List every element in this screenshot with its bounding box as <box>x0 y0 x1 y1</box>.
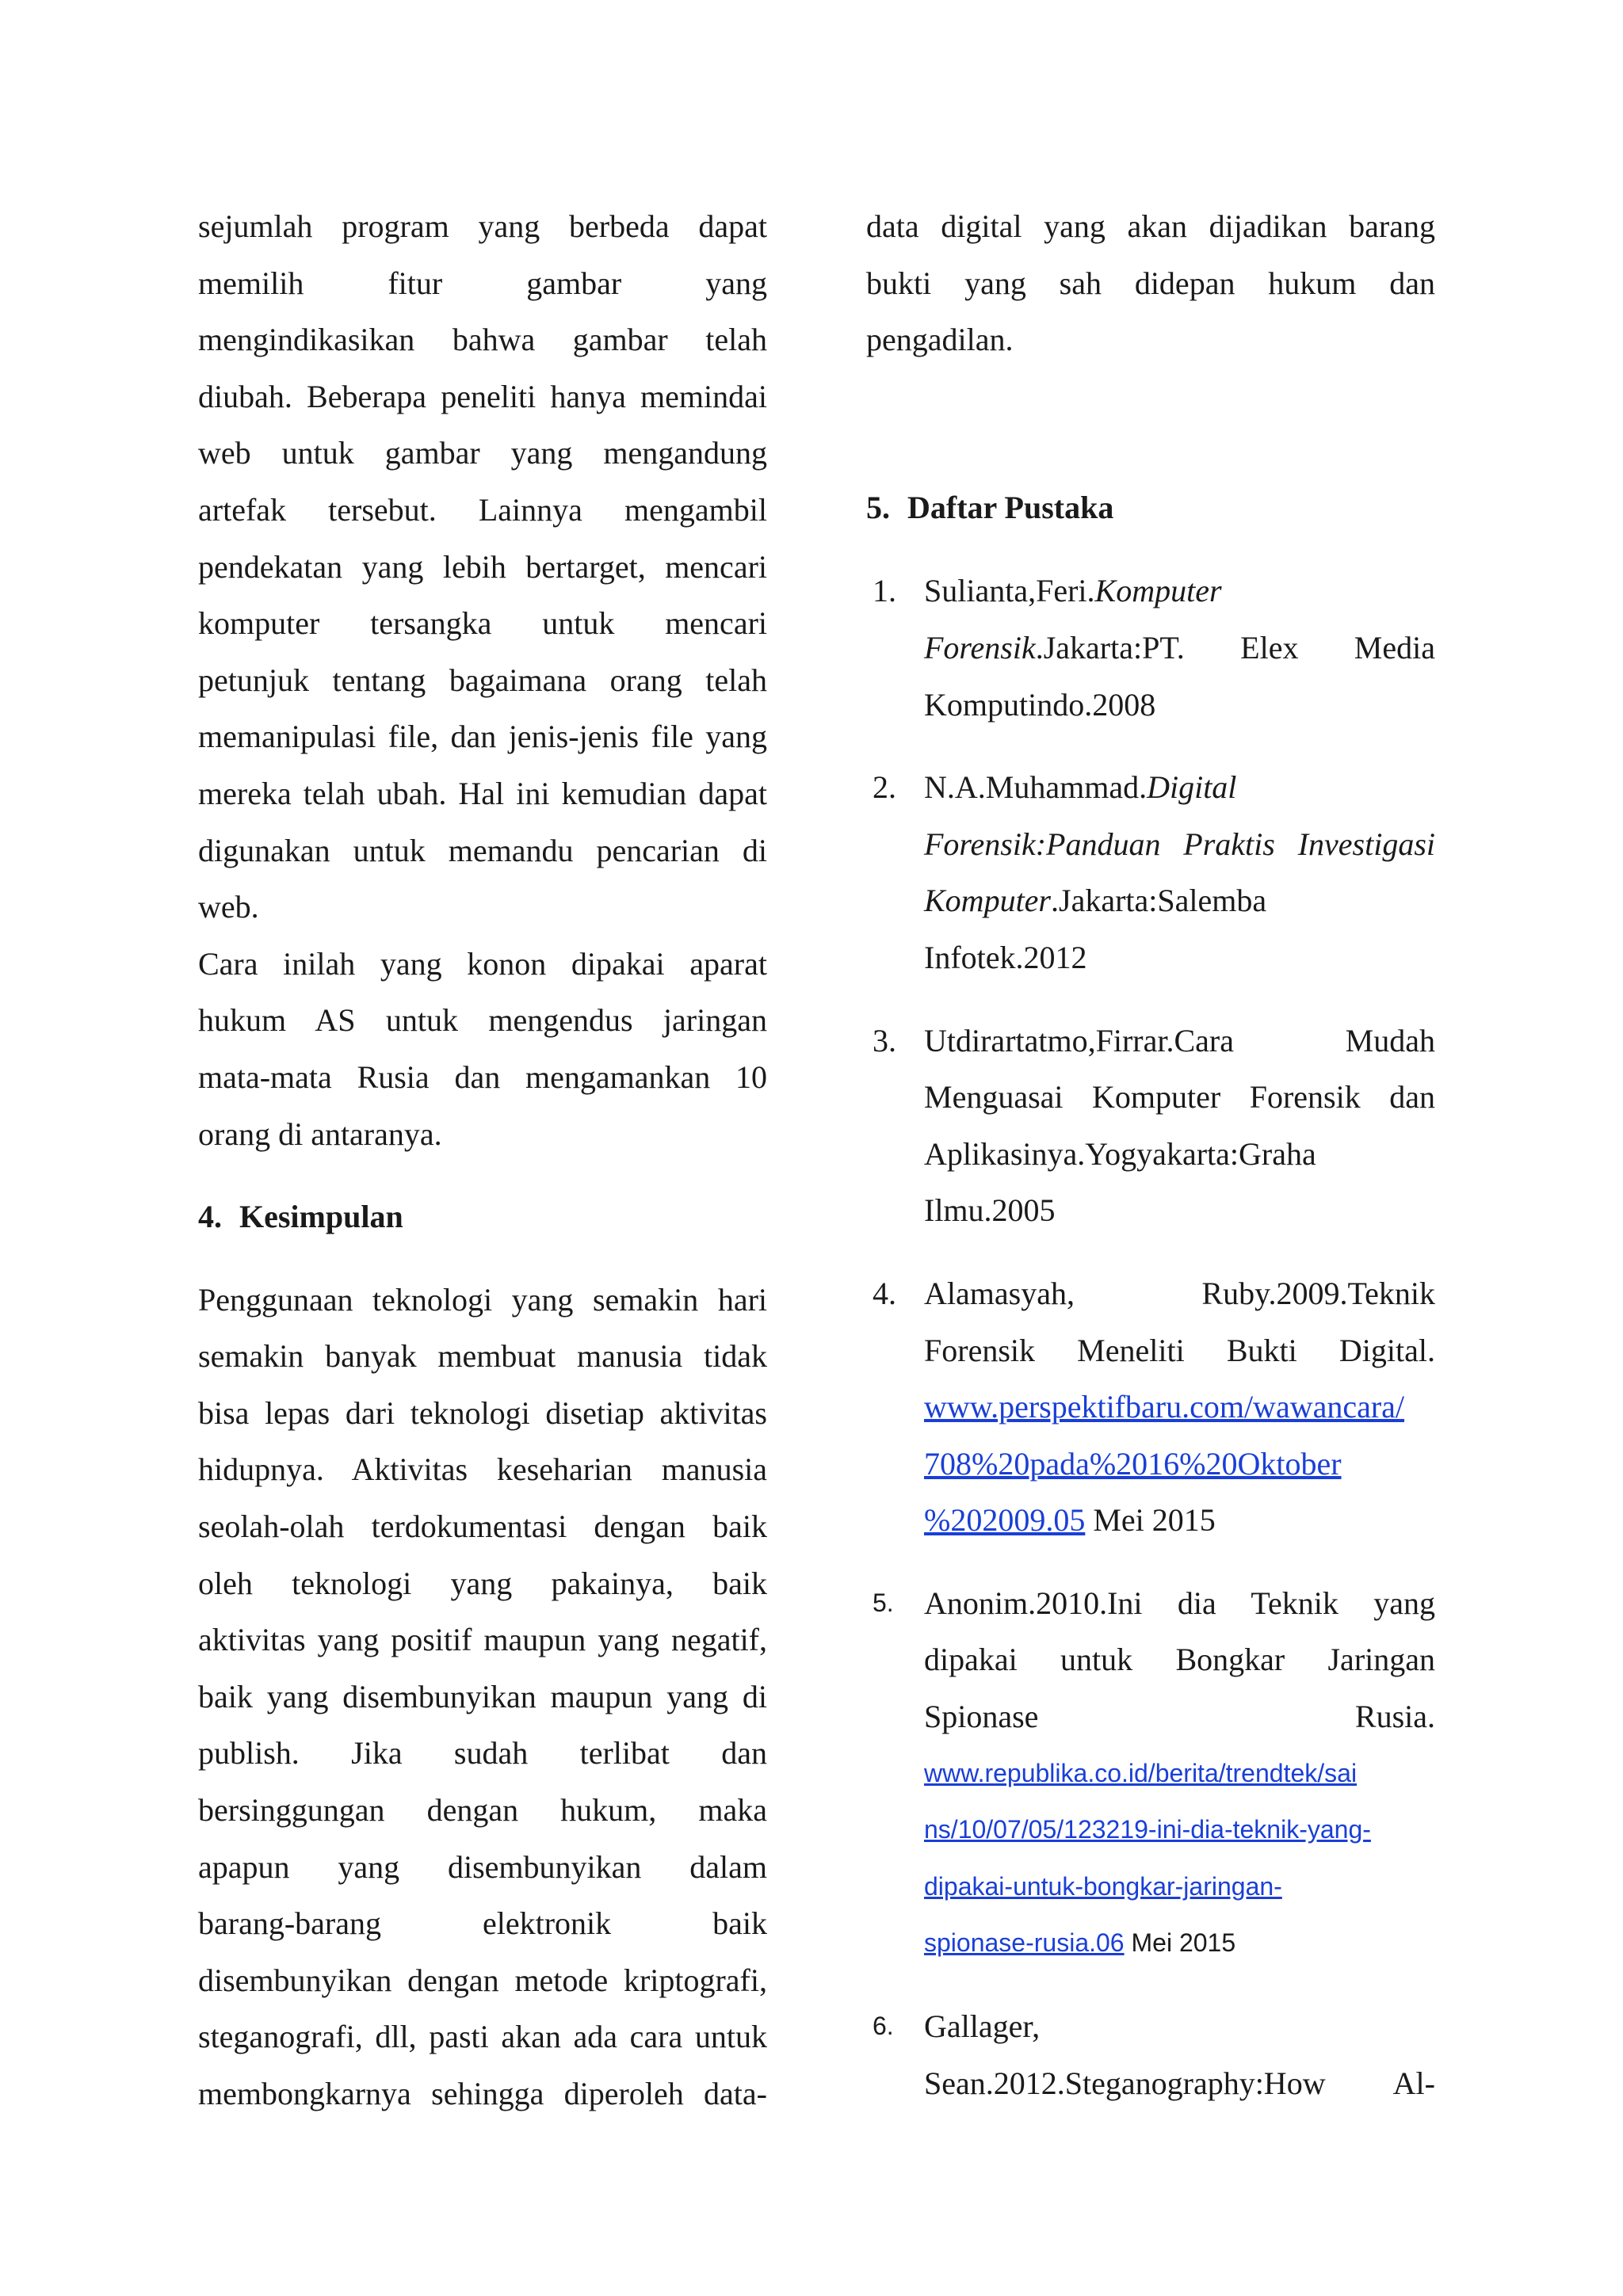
section-heading-daftar-pustaka <box>866 479 1435 536</box>
text-line: membongkarnya sehingga diperoleh data- <box>198 2076 767 2111</box>
paragraph-conclusion <box>198 1272 767 2122</box>
text-line: web untuk gambar yang mengandung <box>198 435 767 471</box>
text: .Jakarta:PT. Elex Media <box>1035 629 1435 666</box>
paragraph-methods <box>198 198 767 936</box>
text-line: publish. Jika sudah terlibat dan <box>198 1735 767 1772</box>
text-line: hidupnya. Aktivitas keseharian manusia <box>198 1451 767 1488</box>
reference-link[interactable]: www.republika.co.id/berita/trendtek/sai <box>924 1758 1358 1787</box>
reference-link[interactable]: dipakai-untuk-bongkar-jaringan- <box>924 1871 1282 1901</box>
reference-link[interactable]: 708%20pada%2016%20Oktober <box>924 1445 1342 1482</box>
text-line: Penggunaan teknologi yang semakin hari <box>198 1281 767 1318</box>
text-line: oleh teknologi yang pakainya, baik <box>198 1565 767 1601</box>
reference-number: 4. <box>873 1275 896 1311</box>
text-line: petunjuk tentang bagaimana orang telah <box>198 662 767 698</box>
text-line: Gallager, <box>924 2008 1041 2045</box>
text-line: steganografi, dll, pasti akan ada cara untuk <box>198 2019 767 2055</box>
text-line: pengadilan. <box>866 322 1014 358</box>
book-title: Komputer <box>924 883 1051 919</box>
reference-number: 6. <box>873 2012 894 2041</box>
reference-text <box>924 1265 1435 1549</box>
text-line: sejumlah program yang berbeda dapat <box>198 208 767 244</box>
access-date: Mei 2015 <box>1085 1502 1216 1539</box>
text-line: Aplikasinya.Yogyakarta:Graha <box>924 1135 1316 1172</box>
section-title: Kesimpulan <box>239 1199 403 1235</box>
text-line: artefak tersebut. Lainnya mengambil <box>198 491 767 528</box>
reference-text <box>924 563 1435 733</box>
reference-link[interactable]: spionase-rusia.06 <box>924 1928 1125 1958</box>
text-line: Forensik Meneliti Bukti Digital. <box>924 1332 1435 1368</box>
text: Sulianta,Feri. <box>924 573 1095 609</box>
text-line: Utdirartatmo,Firrar.Cara Mudah <box>924 1022 1435 1058</box>
reference-number: 5. <box>873 1588 894 1617</box>
text-line: disembunyikan dengan metode kriptografi, <box>198 1962 767 1998</box>
text-line: Menguasai Komputer Forensik dan <box>924 1079 1435 1116</box>
right-column <box>866 198 1435 2138</box>
reference-item <box>866 759 1435 986</box>
text-line: dipakai untuk Bongkar Jaringan <box>924 1642 1435 1678</box>
reference-text <box>924 1998 1435 2111</box>
section-number: 4. <box>198 1199 222 1235</box>
reference-text <box>924 1013 1435 1239</box>
text-line: baik yang disembunyikan maupun yang di <box>198 1678 767 1714</box>
text-line: aktivitas yang positif maupun yang negatif, <box>198 1622 767 1658</box>
reference-link[interactable]: ns/10/07/05/123219-ini-dia-teknik-yang- <box>924 1815 1371 1844</box>
text-line: hukum AS untuk mengendus jaringan <box>198 1002 767 1039</box>
paragraph-usage <box>198 936 767 1162</box>
text: .Jakarta:Salemba <box>1051 883 1267 919</box>
text-line: memilih fitur gambar yang <box>198 265 767 301</box>
section-title: Daftar Pustaka <box>907 489 1114 525</box>
reference-item <box>866 1265 1435 1549</box>
text-line: Spionase Rusia. <box>924 1699 1435 1735</box>
text-line: Sean.2012.Steganography:How Al- <box>924 2065 1435 2101</box>
text: N.A.Muhammad. <box>924 769 1148 806</box>
text-line: Alamasyah, Ruby.2009.Teknik <box>924 1275 1435 1311</box>
text-line: Komputindo.2008 <box>924 686 1156 723</box>
text-line: Anonim.2010.Ini dia Teknik yang <box>924 1585 1435 1621</box>
reference-item <box>866 1013 1435 1239</box>
text-line: web. <box>198 889 259 925</box>
text-line: semakin banyak membuat manusia tidak <box>198 1338 767 1375</box>
book-title: Komputer <box>1094 573 1222 609</box>
section-heading-kesimpulan <box>198 1188 767 1245</box>
text-line: mengindikasikan bahwa gambar telah <box>198 322 767 358</box>
reference-item <box>866 563 1435 733</box>
reference-number: 1. <box>873 573 896 609</box>
text-line: Infotek.2012 <box>924 939 1087 975</box>
reference-item <box>866 1998 1435 2111</box>
reference-link[interactable]: %202009.05 <box>924 1502 1086 1539</box>
book-title: Digital <box>1147 769 1237 806</box>
section-number: 5. <box>866 489 890 525</box>
text-line: komputer tersangka untuk mencari <box>198 605 767 642</box>
text-line: mereka telah ubah. Hal ini kemudian dapat <box>198 775 767 811</box>
reference-item <box>866 1575 1435 1972</box>
paragraph-continuation <box>866 198 1435 368</box>
reference-number: 3. <box>873 1022 896 1058</box>
text-line: Ilmu.2005 <box>924 1192 1056 1229</box>
reference-text <box>924 759 1435 986</box>
text-line: orang di antaranya. <box>198 1116 442 1152</box>
text-line: digunakan untuk memandu pencarian di <box>198 832 767 868</box>
left-column <box>198 198 767 2122</box>
access-date: Mei 2015 <box>1124 1928 1236 1958</box>
text-line: pendekatan yang lebih bertarget, mencari <box>198 548 767 585</box>
text-line: mata-mata Rusia dan mengamankan 10 <box>198 1058 767 1095</box>
text-line: bersinggungan dengan hukum, maka <box>198 1792 767 1829</box>
text-line: bukti yang sah didepan hukum dan <box>866 265 1435 301</box>
text-line: bisa lepas dari teknologi disetiap aktivitas <box>198 1394 767 1431</box>
book-title: Forensik <box>924 629 1036 666</box>
text-line: diubah. Beberapa peneliti hanya memindai <box>198 378 767 414</box>
text-line: data digital yang akan dijadikan barang <box>866 208 1435 244</box>
text-line: memanipulasi file, dan jenis-jenis file yang <box>198 719 767 755</box>
text-line: seolah-olah terdokumentasi dengan baik <box>198 1508 767 1545</box>
text-line: Cara inilah yang konon dipakai aparat <box>198 945 767 982</box>
text-line: barang-barang elektronik baik <box>198 1905 767 1942</box>
text-line: apapun yang disembunyikan dalam <box>198 1848 767 1885</box>
reference-link[interactable]: www.perspektifbaru.com/wawancara/ <box>924 1389 1405 1425</box>
reference-text <box>924 1575 1435 1972</box>
reference-number: 2. <box>873 769 896 806</box>
book-title: Forensik:Panduan Praktis Investigasi <box>924 826 1435 862</box>
